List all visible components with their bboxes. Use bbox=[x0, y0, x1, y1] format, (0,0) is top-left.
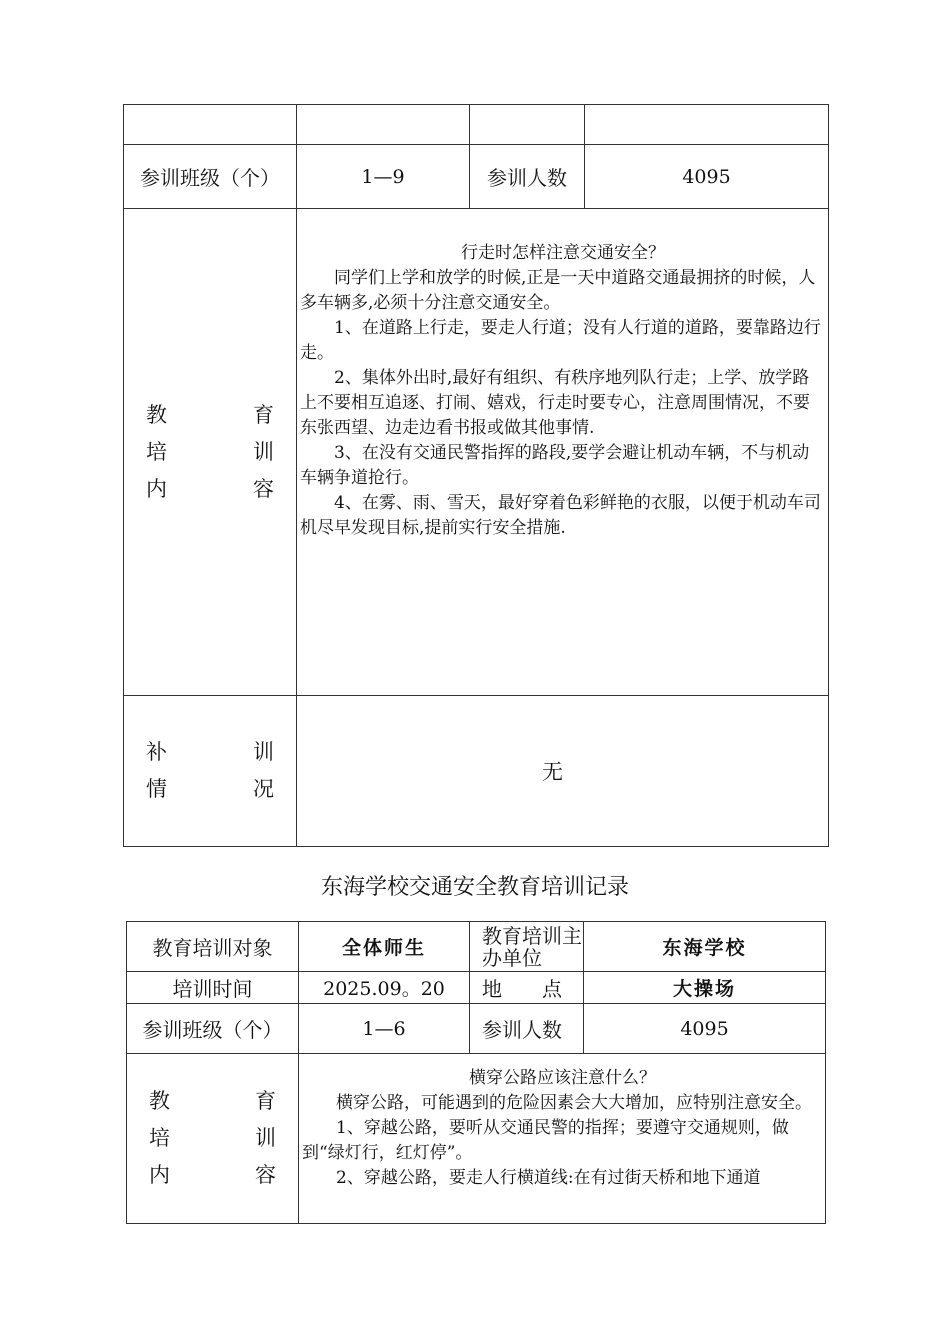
content-paragraph: 1、在道路上行走，要走人行道；没有人行道的道路，要靠路边行走。 bbox=[300, 318, 821, 363]
content-label: 教 育 培 训 内 容 bbox=[124, 209, 297, 696]
blank-row bbox=[124, 105, 829, 145]
time-label: 培训时间 bbox=[127, 972, 299, 1004]
time-value: 2025.09。20 bbox=[299, 972, 470, 1004]
time-row bbox=[127, 972, 826, 1004]
class-value: 1—9 bbox=[297, 145, 470, 209]
place-label: 地 点 bbox=[470, 972, 584, 1004]
target-label: 教育培训对象 bbox=[127, 922, 299, 972]
class-label: 参训班级（个） bbox=[124, 145, 297, 209]
content-text bbox=[299, 1054, 826, 1224]
content-row bbox=[124, 209, 829, 696]
class-row bbox=[124, 145, 829, 209]
content-paragraph: 2、穿越公路，要走人行横道线:在有过街天桥和地下通道 bbox=[336, 1168, 761, 1188]
content-paragraph: 横穿公路，可能遇到的危险因素会大大增加，应特别注意安全。 bbox=[336, 1093, 812, 1113]
content-paragraph: 3、在没有交通民警指挥的路段,要学会避让机动车辆，不与机动车辆争道抢行。 bbox=[300, 443, 810, 488]
content-row bbox=[127, 1054, 826, 1224]
place-value: 大操场 bbox=[584, 972, 826, 1004]
makeup-value: 无 bbox=[297, 696, 829, 847]
content-label: 教 育 培 训 内 容 bbox=[127, 1054, 299, 1224]
record-title: 东海学校交通安全教育培训记录 bbox=[320, 875, 629, 900]
count-label: 参训人数 bbox=[470, 1004, 584, 1054]
organizer-value: 东海学校 bbox=[584, 922, 826, 972]
class-row bbox=[127, 1004, 826, 1054]
class-label: 参训班级（个） bbox=[127, 1004, 299, 1054]
count-value: 4095 bbox=[584, 1004, 826, 1054]
content-paragraph: 4、在雾、雨、雪天，最好穿着色彩鲜艳的衣服，以便于机动车司机尽早发现目标,提前实行安全措施. bbox=[300, 493, 821, 538]
target-value: 全体师生 bbox=[299, 922, 470, 972]
count-value: 4095 bbox=[585, 145, 829, 209]
makeup-label: 补 训 情 况 bbox=[124, 696, 297, 847]
content-paragraph: 同学们上学和放学的时候,正是一天中道路交通最拥挤的时候，人多车辆多,必须十分注意交通安全。 bbox=[300, 268, 816, 313]
training-record-table bbox=[126, 921, 826, 1224]
content-question: 横穿公路应该注意什么？ bbox=[469, 1068, 656, 1088]
makeup-row bbox=[124, 696, 829, 847]
class-value: 1—6 bbox=[299, 1004, 470, 1054]
content-paragraph: 1、穿越公路，要听从交通民警的指挥；要遵守交通规则，做到“绿灯行，红灯停”。 bbox=[302, 1118, 789, 1163]
training-record-table-continued bbox=[123, 104, 829, 847]
content-question: 行走时怎样注意交通安全？ bbox=[461, 243, 665, 263]
organizer-label: 教育培训主办单位 bbox=[470, 922, 584, 972]
count-label: 参训人数 bbox=[470, 145, 585, 209]
target-row bbox=[127, 922, 826, 972]
content-text bbox=[297, 209, 829, 696]
content-paragraph: 2、集体外出时,最好有组织、有秩序地列队行走；上学、放学路上不要相互追逐、打闹、嬉戏，行走时要专心，注意周围情况，不要东张西望、边走边看书报或做其他事情. bbox=[300, 368, 810, 438]
